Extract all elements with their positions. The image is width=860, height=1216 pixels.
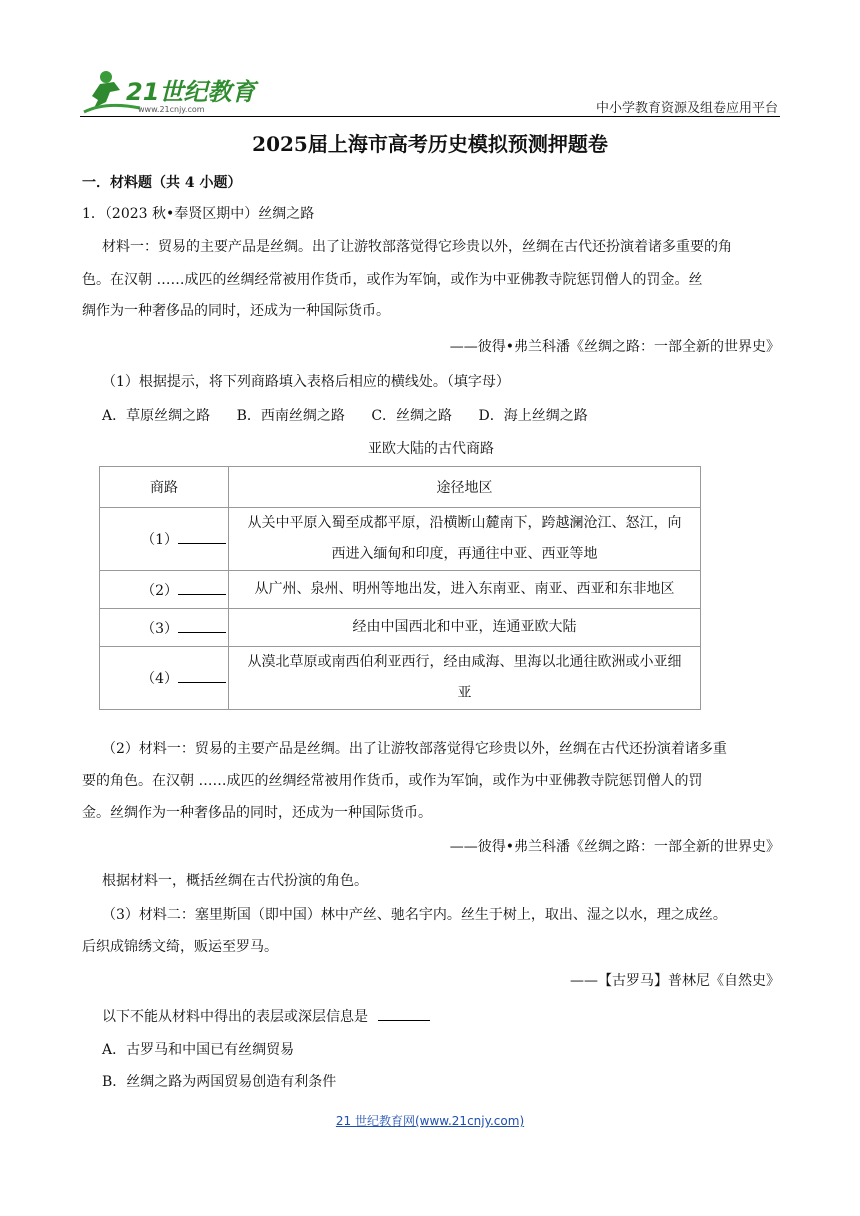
table-row bbox=[100, 609, 701, 647]
sub3-question bbox=[82, 1002, 780, 1032]
row-text: 西进入缅甸和印度，再通往中亚、西亚等地 bbox=[331, 546, 598, 562]
row-text: 从广州、泉州、明州等地出发，进入东南亚、南亚、西亚和东非地区 bbox=[254, 581, 675, 597]
table-row bbox=[100, 571, 701, 609]
sub2-line2: 要的角色。在汉朝 ……成匹的丝绸经常被用作货币，或作为军饷，或作为中亚佛教寺院惩罚僧人的罚 bbox=[82, 773, 703, 789]
logo-text: 21世纪教育 bbox=[126, 78, 256, 106]
choice-a: A．古罗马和中国已有丝绸贸易 bbox=[102, 1042, 295, 1058]
section-heading: 一．材料题（共 4 小题） bbox=[82, 175, 242, 191]
material1-line1: 材料一：贸易的主要产品是丝绸。出了让游牧部落觉得它珍贵以外，丝绸在古代还扮演着诸多重要的角 bbox=[102, 239, 732, 255]
answer-blank[interactable] bbox=[178, 618, 226, 633]
platform-name: 中小学教育资源及组卷应用平台 bbox=[595, 101, 778, 116]
row-text: 从关中平原入蜀至成都平原，沿横断山麓南下，跨越澜沧江、怒江，向 bbox=[247, 515, 682, 531]
answer-blank[interactable] bbox=[378, 1006, 430, 1021]
material1-line2: 色。在汉朝 ……成匹的丝绸经常被用作货币，或作为军饷，或作为中亚佛教寺院惩罚僧人的罚金。丝 bbox=[82, 272, 703, 288]
footer-link[interactable]: 21 世纪教育网(www.21cnjy.com) bbox=[335, 1114, 525, 1128]
sub3-question-text: 以下不能从材料中得出的表层或深层信息是 bbox=[102, 1009, 368, 1025]
subquestion1: （1）根据提示，将下列商路填入表格后相应的横线处。（填字母） bbox=[102, 374, 510, 390]
table-header-row bbox=[100, 467, 701, 508]
table-row bbox=[100, 647, 701, 710]
option-c: C．丝绸之路 bbox=[371, 408, 453, 424]
row-text: 亚 bbox=[457, 685, 472, 701]
sub3-line2: 后织成锦绣文绮，贩运至罗马。 bbox=[82, 939, 278, 955]
header-region: 途径地区 bbox=[229, 467, 701, 508]
source1: ——彼得•弗兰科潘《丝绸之路：一部全新的世界史》 bbox=[449, 339, 780, 355]
sub2-line3: 金。丝绸作为一种奢侈品的同时，还成为一种国际货币。 bbox=[82, 805, 432, 821]
source3: ——【古罗马】普林尼《自然史》 bbox=[570, 973, 780, 989]
row-text: 经由中国西北和中亚，连通亚欧大陆 bbox=[352, 619, 577, 635]
header-route: 商路 bbox=[100, 467, 229, 508]
sub2-line1: （2）材料一：贸易的主要产品是丝绸。出了让游牧部落觉得它珍贵以外，丝绸在古代还扮演着诸多重 bbox=[102, 741, 727, 757]
choice-b: B．丝绸之路为两国贸易创造有利条件 bbox=[102, 1074, 337, 1090]
sub2-question: 根据材料一，概括丝绸在古代扮演的角色。 bbox=[102, 873, 368, 889]
row-text: 从漠北草原或南西伯利亚西行，经由咸海、里海以北通往欧洲或小亚细 bbox=[247, 654, 682, 670]
option-b: B．西南丝绸之路 bbox=[236, 408, 345, 424]
logo bbox=[80, 68, 260, 116]
source2: ——彼得•弗兰科潘《丝绸之路：一部全新的世界史》 bbox=[449, 839, 780, 855]
table-caption: 亚欧大陆的古代商路 bbox=[368, 441, 494, 457]
sub3-line1: （3）材料二：塞里斯国（即中国）林中产丝、驰名宇内。丝生于树上，取出、湿之以水，理之成丝。 bbox=[102, 907, 727, 923]
row-number: （2） bbox=[141, 582, 178, 599]
answer-blank[interactable] bbox=[178, 580, 226, 595]
question-stem: 1．（2023 秋•奉贤区期中）丝绸之路 bbox=[82, 206, 315, 222]
logo-url: www.21cnjy.com bbox=[138, 105, 205, 114]
material1-line3: 绸作为一种奢侈品的同时，还成为一种国际货币。 bbox=[82, 303, 390, 319]
row-number: （4） bbox=[141, 671, 178, 687]
answer-blank[interactable] bbox=[178, 529, 226, 544]
runner-logo-icon bbox=[80, 68, 260, 116]
row-number: （1） bbox=[141, 532, 178, 548]
header-divider bbox=[80, 116, 780, 117]
option-a: A．草原丝绸之路 bbox=[102, 408, 211, 424]
option-d: D．海上丝绸之路 bbox=[478, 408, 588, 424]
page-title: 2025届上海市高考历史模拟预测押题卷 bbox=[252, 132, 608, 156]
route-options bbox=[82, 401, 780, 431]
row-number: （3） bbox=[141, 620, 178, 637]
table-row bbox=[100, 508, 701, 571]
routes-table bbox=[99, 466, 701, 710]
answer-blank[interactable] bbox=[178, 668, 226, 683]
